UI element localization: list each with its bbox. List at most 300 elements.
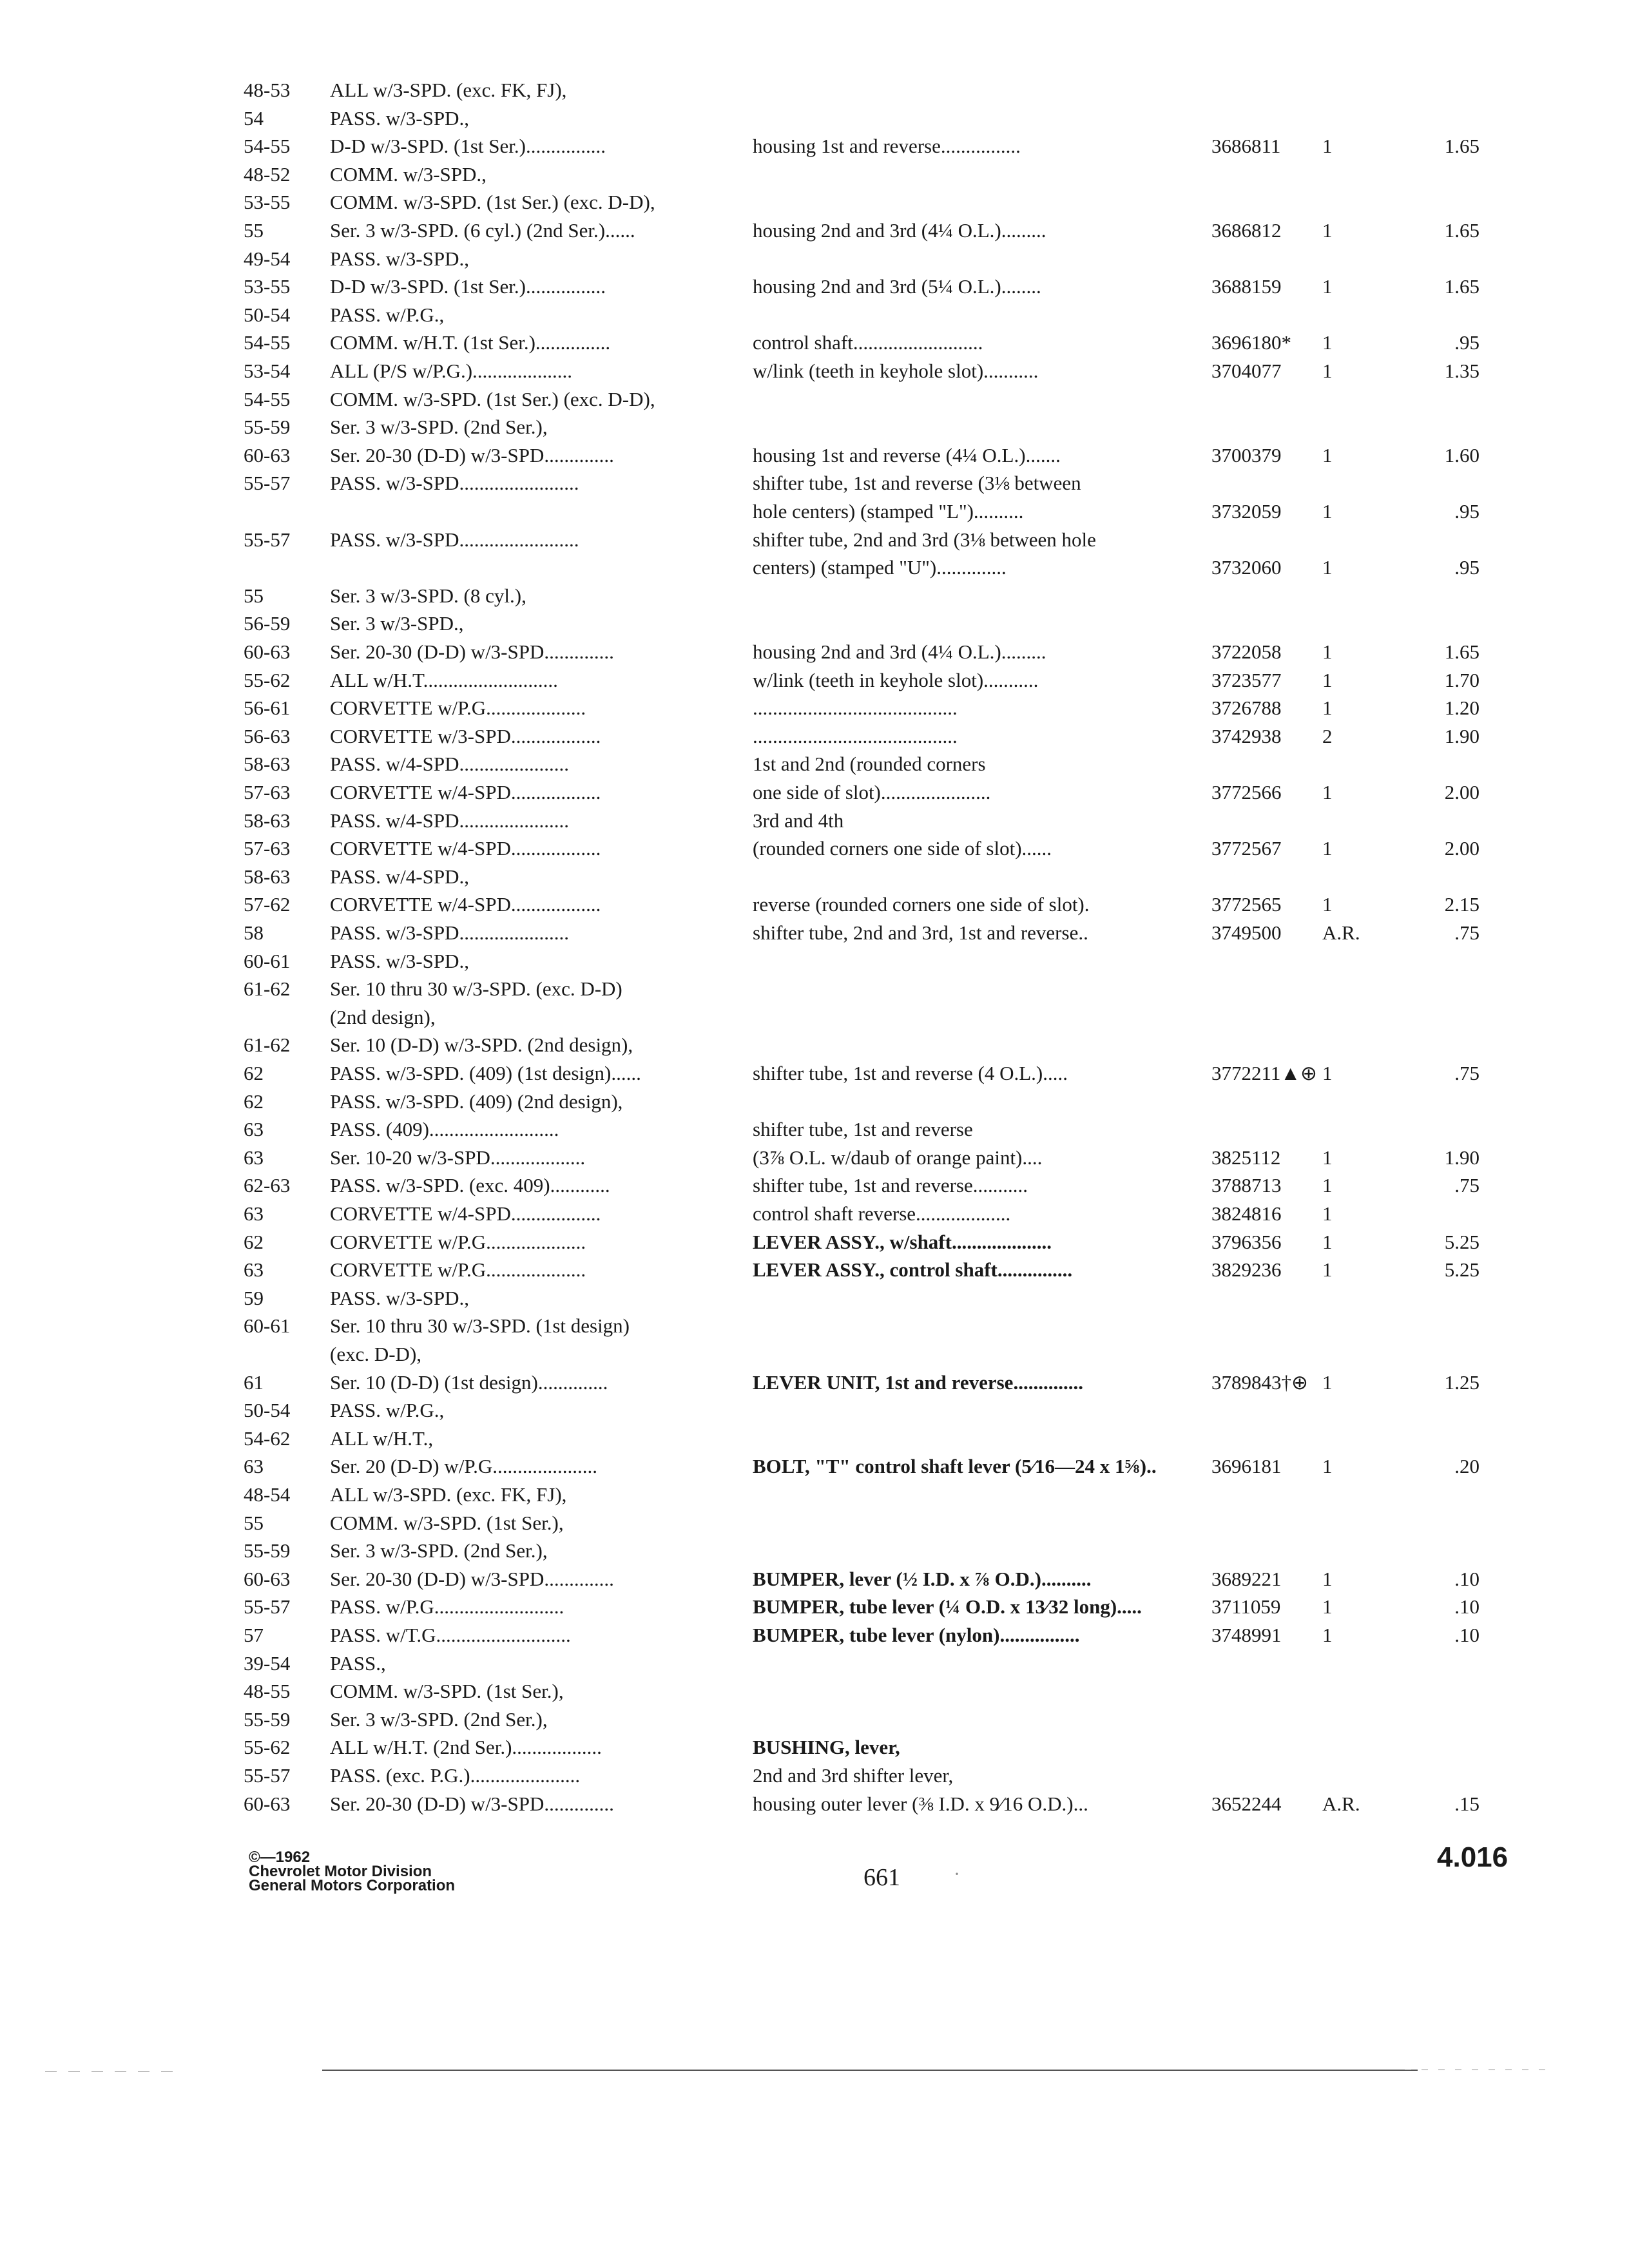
part-number-cell: 3825112 [1211,1146,1281,1169]
table-row [0,1171,1629,1200]
quantity-cell: A.R. [1322,1792,1360,1815]
year-cell: 60-61 [244,1314,291,1338]
application-cell: PASS. w/P.G., [330,303,445,326]
description-cell: BOLT, "T" control shaft lever (5⁄16—24 x 1⅝).. [753,1455,1157,1478]
part-number-cell: 3726788 [1211,697,1282,720]
year-cell: 55-62 [244,1736,291,1759]
price-cell: .10 [1454,1624,1480,1646]
year-cell: 57-63 [244,781,291,803]
quantity-cell: 1 [1322,443,1333,466]
application-cell: Ser. 20-30 (D-D) w/3-SPD.............. [330,640,614,663]
price-cell: .75 [1454,1174,1480,1197]
application-cell: Ser. 10 (D-D) (1st design).............. [330,1370,608,1394]
year-cell: 56-59 [244,612,291,635]
table-row [0,553,1629,582]
table-row [0,413,1629,441]
table-row [0,1115,1629,1144]
description-cell: control shaft reverse................... [753,1202,1011,1225]
price-cell: .75 [1454,921,1480,944]
table-row [0,610,1629,638]
price-cell: 1.65 [1444,135,1480,158]
part-number-cell: 3688159 [1211,275,1282,298]
description-cell: LEVER ASSY., control shaft............... [753,1258,1073,1282]
table-row [0,1593,1629,1621]
quantity-cell: 1 [1322,1455,1333,1478]
table-row [0,329,1629,357]
table-row [0,1733,1629,1762]
application-cell: PASS., [330,1651,386,1675]
quantity-cell: 1 [1322,1062,1333,1084]
part-number-cell: 3772567 [1211,837,1282,860]
part-number-cell: 3796356 [1211,1230,1282,1253]
application-cell: COMM. w/3-SPD. (1st Ser.), [330,1511,564,1534]
price-cell: 1.35 [1444,360,1480,382]
table-row [0,188,1629,216]
part-number-cell: 3686812 [1211,219,1282,242]
quantity-cell: 1 [1322,668,1333,691]
table-row [0,1144,1629,1172]
quantity-cell: 1 [1322,1370,1333,1394]
table-row [0,1677,1629,1706]
application-cell: Ser. 3 w/3-SPD. (2nd Ser.), [330,1707,548,1731]
copyright-line: ©—1962 [249,1849,311,1866]
year-cell: 55-59 [244,416,291,439]
year-cell: 57-62 [244,893,291,916]
table-row [0,1340,1629,1369]
table-row [0,834,1629,863]
year-cell: 57-63 [244,837,291,860]
table-row [0,1284,1629,1312]
application-cell: COMM. w/3-SPD., [330,162,487,186]
description-cell: housing 2nd and 3rd (4¼ O.L.)......... [753,219,1046,242]
year-cell: 58-63 [244,865,291,888]
application-cell: PASS. w/4-SPD...................... [330,809,569,832]
copyright-block [249,1850,455,1893]
table-row [0,497,1629,526]
part-number-cell: 3704077 [1211,360,1282,382]
description-cell: control shaft.......................... [753,331,983,354]
application-cell: COMM. w/3-SPD. (1st Ser.) (exc. D-D), [330,387,655,410]
description-cell: hole centers) (stamped "L").......... [753,500,1024,523]
table-row [0,1425,1629,1453]
price-cell: 2.00 [1444,837,1480,860]
application-cell: Ser. 20-30 (D-D) w/3-SPD.............. [330,1792,614,1815]
part-number-cell: 3748991 [1211,1624,1282,1646]
application-cell: Ser. 10 thru 30 w/3-SPD. (exc. D-D) [330,977,622,1001]
application-cell: CORVETTE w/4-SPD.................. [330,1202,601,1225]
year-cell: 54-55 [244,135,291,158]
description-cell: w/link (teeth in keyhole slot)........... [753,668,1039,691]
application-cell: D-D w/3-SPD. (1st Ser.)................ [330,135,606,158]
application-cell: ALL w/H.T., [330,1427,434,1450]
price-cell: 1.65 [1444,640,1480,663]
table-row [0,750,1629,778]
year-cell: 54-62 [244,1427,291,1450]
part-number-cell: 3824816 [1211,1202,1282,1225]
description-cell: LEVER UNIT, 1st and reverse.............. [753,1370,1083,1394]
year-cell: 55-57 [244,528,291,551]
table-row [0,104,1629,133]
application-cell: ALL (P/S w/P.G.).................... [330,360,573,382]
application-cell: Ser. 20 (D-D) w/P.G..................... [330,1455,598,1478]
description-cell: shifter tube, 1st and reverse........... [753,1174,1028,1197]
description-cell: housing 2nd and 3rd (4¼ O.L.)......... [753,640,1046,663]
year-cell: 58-63 [244,753,291,776]
price-cell: 1.25 [1444,1370,1480,1394]
year-cell: 62 [244,1090,264,1113]
application-cell: Ser. 20-30 (D-D) w/3-SPD.............. [330,1567,614,1590]
table-row [0,722,1629,751]
application-cell: Ser. 10-20 w/3-SPD................... [330,1146,586,1169]
quantity-cell: 1 [1322,1174,1333,1197]
year-cell: 48-55 [244,1680,291,1703]
year-cell: 55 [244,584,264,607]
application-cell: Ser. 3 w/3-SPD. (2nd Ser.), [330,416,548,439]
year-cell: 48-54 [244,1483,291,1506]
application-cell: COMM. w/3-SPD. (1st Ser.) (exc. D-D), [330,191,655,214]
price-cell: .95 [1454,500,1480,523]
part-number-cell: 3732060 [1211,556,1282,579]
table-row [0,1228,1629,1256]
table-row [0,582,1629,610]
description-cell: ......................................... [753,697,958,720]
part-number-cell: 3696181 [1211,1455,1282,1478]
table-row [0,441,1629,470]
application-cell: CORVETTE w/P.G.................... [330,1230,586,1253]
table-row [0,975,1629,1003]
description-cell: 1st and 2nd (rounded corners [753,753,986,776]
quantity-cell: 1 [1322,219,1333,242]
description-cell: shifter tube, 1st and reverse (3⅛ between [753,472,1081,495]
application-cell: PASS. w/3-SPD., [330,247,469,270]
part-number-cell: 3829236 [1211,1258,1282,1282]
table-row [0,1537,1629,1565]
description-cell: housing 1st and reverse (4¼ O.L.)....... [753,443,1061,466]
year-cell: 60-61 [244,949,291,972]
table-row [0,694,1629,722]
price-cell: 5.25 [1444,1230,1480,1253]
quantity-cell: 1 [1322,1624,1333,1646]
price-cell: 1.90 [1444,1146,1480,1169]
description-cell: reverse (rounded corners one side of slot). [753,893,1090,916]
table-row [0,301,1629,329]
application-cell: Ser. 3 w/3-SPD. (8 cyl.), [330,584,526,607]
application-cell: ALL w/3-SPD. (exc. FK, FJ), [330,1483,567,1506]
table-row [0,76,1629,104]
table-row [0,1762,1629,1790]
year-cell: 56-63 [244,724,291,747]
quantity-cell: 1 [1322,1146,1333,1169]
price-cell: .95 [1454,331,1480,354]
part-number-cell: 3723577 [1211,668,1282,691]
table-row [0,132,1629,160]
year-cell: 63 [244,1455,264,1478]
year-cell: 63 [244,1202,264,1225]
description-cell: housing 2nd and 3rd (5¼ O.L.)........ [753,275,1041,298]
description-cell: shifter tube, 2nd and 3rd, 1st and reverse.. [753,921,1088,944]
quantity-cell: 1 [1322,1595,1333,1619]
application-cell: PASS. w/3-SPD., [330,949,469,972]
year-cell: 48-52 [244,162,291,186]
table-row [0,947,1629,975]
application-cell: CORVETTE w/P.G.................... [330,697,586,720]
year-cell: 62-63 [244,1174,291,1197]
table-row [0,1312,1629,1340]
price-cell: 1.70 [1444,668,1480,691]
price-cell: .95 [1454,556,1480,579]
application-cell: CORVETTE w/4-SPD.................. [330,837,601,860]
table-row [0,1509,1629,1537]
application-cell: PASS. w/3-SPD., [330,1286,469,1309]
description-cell: ......................................... [753,724,958,747]
price-cell: .10 [1454,1567,1480,1590]
table-row [0,807,1629,835]
year-cell: 55 [244,1511,264,1534]
table-row [0,1088,1629,1116]
part-number-cell: 3711059 [1211,1595,1281,1619]
year-cell: 60-63 [244,1792,291,1815]
application-cell: Ser. 10 thru 30 w/3-SPD. (1st design) [330,1314,630,1338]
quantity-cell: 1 [1322,781,1333,803]
quantity-cell: 1 [1322,697,1333,720]
year-cell: 57 [244,1624,264,1646]
year-cell: 55-62 [244,668,291,691]
price-cell: 1.90 [1444,724,1480,747]
table-row [0,1790,1629,1818]
quantity-cell: 1 [1322,331,1333,354]
table-row [0,1059,1629,1088]
year-cell: 61 [244,1370,264,1394]
application-cell: PASS. w/3-SPD. (409) (2nd design), [330,1090,623,1113]
description-cell: w/link (teeth in keyhole slot)........... [753,360,1039,382]
year-cell: 58-63 [244,809,291,832]
application-cell: PASS. w/T.G........................... [330,1624,571,1646]
table-row [0,1565,1629,1593]
description-cell: housing 1st and reverse................ [753,135,1021,158]
application-cell: PASS. w/P.G.......................... [330,1595,564,1619]
quantity-cell: 1 [1322,275,1333,298]
quantity-cell: 1 [1322,500,1333,523]
table-row [0,919,1629,947]
application-cell: PASS. w/3-SPD. (409) (1st design)...... [330,1062,641,1084]
price-cell: 1.60 [1444,443,1480,466]
table-row [0,1369,1629,1397]
application-cell: PASS. w/3-SPD........................ [330,472,579,495]
application-cell: PASS. w/P.G., [330,1399,445,1422]
quantity-cell: 1 [1322,1230,1333,1253]
description-cell: housing outer lever (⅜ I.D. x 9⁄16 O.D.)... [753,1792,1088,1815]
part-number-cell: 3789843†⊕ [1211,1370,1308,1394]
description-cell: shifter tube, 1st and reverse [753,1118,973,1141]
description-cell: LEVER ASSY., w/shaft.................... [753,1230,1052,1253]
part-number-cell: 3772565 [1211,893,1282,916]
table-row [0,638,1629,666]
application-cell: PASS. w/3-SPD........................ [330,528,579,551]
table-row [0,1481,1629,1509]
year-cell: 61-62 [244,977,291,1001]
year-cell: 58 [244,921,264,944]
quantity-cell: 1 [1322,640,1333,663]
year-cell: 55-57 [244,472,291,495]
year-cell: 55-57 [244,1595,291,1619]
application-cell: Ser. 3 w/3-SPD. (2nd Ser.), [330,1539,548,1562]
description-cell: 3rd and 4th [753,809,844,832]
part-number-cell: 3742938 [1211,724,1282,747]
year-cell: 50-54 [244,303,291,326]
application-cell: Ser. 3 w/3-SPD., [330,612,464,635]
application-cell: PASS. w/4-SPD., [330,865,469,888]
year-cell: 55-57 [244,1764,291,1787]
part-number-cell: 3788713 [1211,1174,1282,1197]
scan-mark: · [954,1863,960,1885]
description-cell: (3⅞ O.L. w/daub of orange paint).... [753,1146,1043,1169]
application-cell: CORVETTE w/P.G.................... [330,1258,586,1282]
price-cell: 1.65 [1444,219,1480,242]
table-row [0,1031,1629,1059]
application-cell: PASS. w/3-SPD...................... [330,921,569,944]
application-cell: Ser. 20-30 (D-D) w/3-SPD.............. [330,443,614,466]
year-cell: 63 [244,1258,264,1282]
year-cell: 63 [244,1118,264,1141]
quantity-cell: 2 [1322,724,1333,747]
part-number-cell: 3749500 [1211,921,1282,944]
table-row [0,469,1629,497]
table-row [0,357,1629,385]
application-cell: CORVETTE w/4-SPD.................. [330,781,601,803]
application-cell: PASS. (exc. P.G.)...................... [330,1764,581,1787]
part-number-cell: 3772566 [1211,781,1282,803]
year-cell: 54 [244,106,264,130]
price-cell: 2.00 [1444,781,1480,803]
year-cell: 53-54 [244,360,291,382]
price-cell: 5.25 [1444,1258,1480,1282]
year-cell: 50-54 [244,1399,291,1422]
description-cell: BUSHING, lever, [753,1736,900,1759]
part-number-cell: 3689221 [1211,1567,1282,1590]
description-cell: shifter tube, 1st and reverse (4 O.L.)..... [753,1062,1068,1084]
quantity-cell: 1 [1322,893,1333,916]
table-row [0,245,1629,273]
year-cell: 60-63 [244,640,291,663]
part-number-cell: 3732059 [1211,500,1282,523]
year-cell: 60-63 [244,443,291,466]
year-cell: 59 [244,1286,264,1309]
part-number-cell: 3700379 [1211,443,1282,466]
table-row [0,1200,1629,1228]
table-row [0,526,1629,554]
description-cell: 2nd and 3rd shifter lever, [753,1764,954,1787]
application-cell: D-D w/3-SPD. (1st Ser.)................ [330,275,606,298]
year-cell: 54-55 [244,331,291,354]
corporation-line: General Motors Corporation [249,1877,456,1894]
description-cell: BUMPER, tube lever (nylon)................ [753,1624,1080,1646]
description-cell: (rounded corners one side of slot)...... [753,837,1052,860]
year-cell: 63 [244,1146,264,1169]
page-number: 661 [863,1864,900,1891]
table-row [0,666,1629,695]
table-row [0,216,1629,245]
application-cell: PASS. (409).......................... [330,1118,559,1141]
price-cell: 1.20 [1444,697,1480,720]
application-cell: (exc. D-D), [330,1343,422,1365]
quantity-cell: A.R. [1322,921,1360,944]
application-cell: Ser. 3 w/3-SPD. (6 cyl.) (2nd Ser.)...... [330,219,635,242]
year-cell: 55 [244,219,264,242]
section-number: 4.016 [1437,1841,1509,1873]
description-cell: BUMPER, tube lever (¼ O.D. x 13⁄32 long)..... [753,1595,1142,1619]
quantity-cell: 1 [1322,837,1333,860]
table-row [0,273,1629,301]
year-cell: 49-54 [244,247,291,270]
year-cell: 62 [244,1062,264,1084]
description-cell: shifter tube, 2nd and 3rd (3⅛ between hole [753,528,1096,551]
price-cell: .75 [1454,1062,1480,1084]
price-cell: .20 [1454,1455,1480,1478]
application-cell: ALL w/H.T........................... [330,668,558,691]
application-cell: PASS. w/3-SPD. (exc. 409)............ [330,1174,610,1197]
description-cell: one side of slot)...................... [753,781,991,803]
table-row [0,1452,1629,1481]
price-cell: .10 [1454,1595,1480,1619]
year-cell: 48-53 [244,79,291,101]
part-number-cell: 3686811 [1211,135,1281,158]
table-row [0,778,1629,807]
part-number-cell: 3722058 [1211,640,1282,663]
quantity-cell: 1 [1322,556,1333,579]
description-cell: centers) (stamped "U").............. [753,556,1007,579]
part-number-cell: 3772211▲⊕ [1211,1062,1318,1084]
table-row [0,1621,1629,1649]
application-cell: COMM. w/H.T. (1st Ser.)............... [330,331,611,354]
price-cell: .15 [1454,1792,1480,1815]
year-cell: 55-59 [244,1539,291,1562]
year-cell: 54-55 [244,387,291,410]
year-cell: 53-55 [244,275,291,298]
quantity-cell: 1 [1322,1567,1333,1590]
table-row [0,1706,1629,1734]
application-cell: ALL w/H.T. (2nd Ser.).................. [330,1736,602,1759]
year-cell: 55-59 [244,1707,291,1731]
application-cell: (2nd design), [330,1005,436,1028]
part-number-cell: 3652244 [1211,1792,1282,1815]
description-cell: BUMPER, lever (½ I.D. x ⅞ O.D.).......... [753,1567,1092,1590]
table-row [0,1649,1629,1678]
application-cell: CORVETTE w/4-SPD.................. [330,893,601,916]
year-cell: 60-63 [244,1567,291,1590]
year-cell: 56-61 [244,697,291,720]
scan-edge-line [322,2070,1418,2071]
price-cell: 2.15 [1444,893,1480,916]
year-cell: 39-54 [244,1651,291,1675]
application-cell: PASS. w/4-SPD...................... [330,753,569,776]
year-cell: 53-55 [244,191,291,214]
table-row [0,1396,1629,1425]
table-row [0,160,1629,189]
application-cell: PASS. w/3-SPD., [330,106,469,130]
table-row [0,1256,1629,1284]
price-cell: 1.65 [1444,275,1480,298]
quantity-cell: 1 [1322,135,1333,158]
table-row [0,385,1629,414]
division-line: Chevrolet Motor Division [249,1863,432,1880]
quantity-cell: 1 [1322,1258,1333,1282]
quantity-cell: 1 [1322,1202,1333,1225]
application-cell: COMM. w/3-SPD. (1st Ser.), [330,1680,564,1703]
table-row [0,890,1629,919]
part-number-cell: 3696180* [1211,331,1291,354]
year-cell: 62 [244,1230,264,1253]
table-row [0,863,1629,891]
